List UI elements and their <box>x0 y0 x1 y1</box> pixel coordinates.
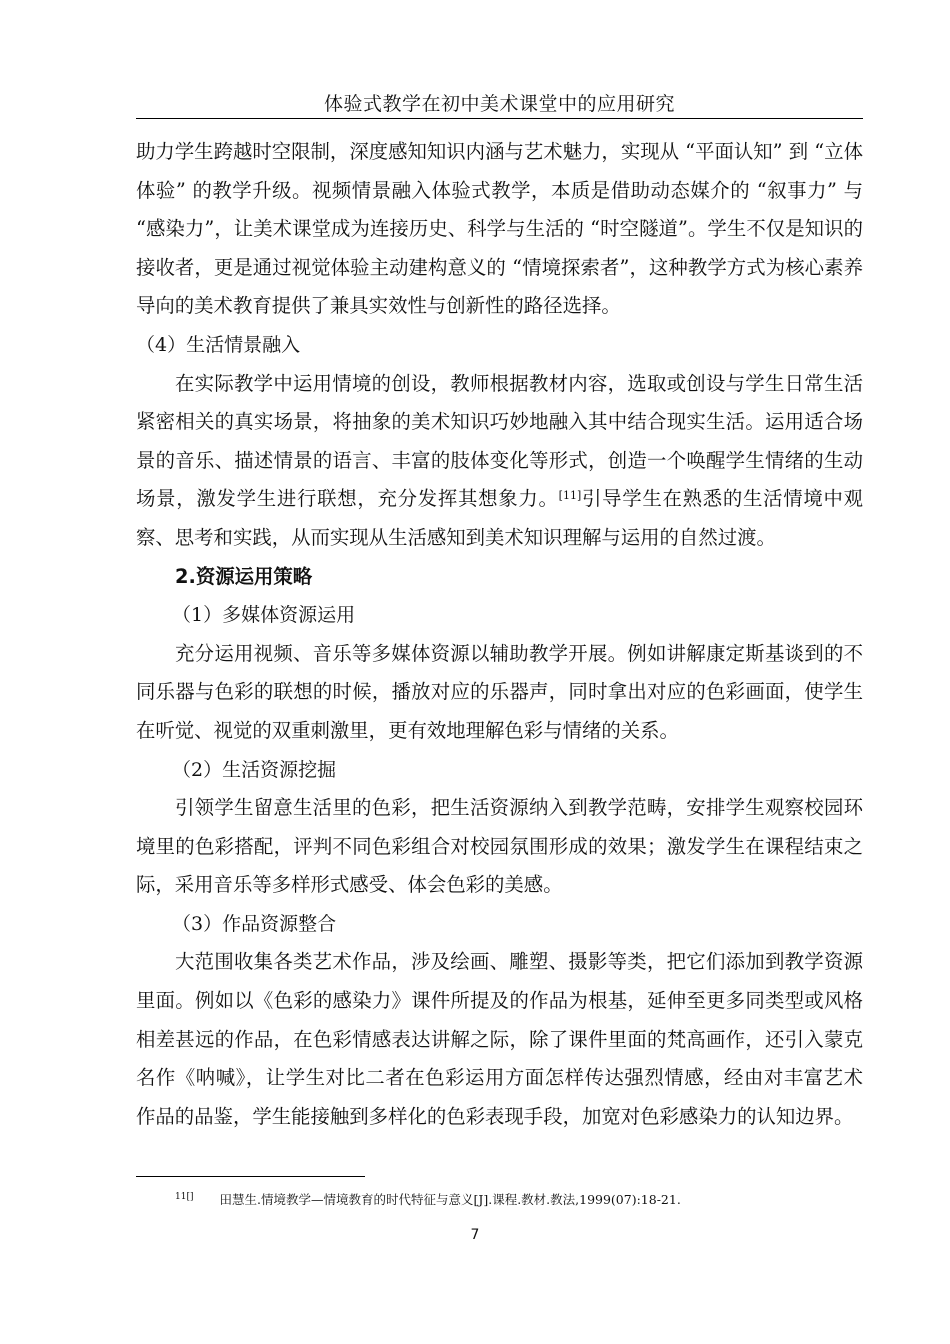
footnote-mark: 11[] <box>175 1192 194 1202</box>
paragraph-life-scene-part1: 在实际教学中运用情境的创设，教师根据教材内容，选取或创设与学生日常生活紧密相关的真实场景，将抽象的美术知识巧妙地融入其中结合现实生活。运用适合场景的音乐、描述情景的语言、丰富的肢体变化等形式，创造一个唤醒学生情绪的生动场景，激发学生进行联想，充分发挥其想象力。 <box>136 371 863 511</box>
paragraph-multimedia: 充分运用视频、音乐等多媒体资源以辅助教学开展。例如讲解康定斯基谈到的不同乐器与色彩的联想的时候，播放对应的乐器声，同时拿出对应的色彩画面，使学生在听觉、视觉的双重刺激里，更有效地理解色彩与情绪的关系。 <box>136 641 863 742</box>
paragraph-artwork-resources: 大范围收集各类艺术作品，涉及绘画、雕塑、摄影等类，把它们添加到教学资源里面。例如以《色彩的感染力》课件所提及的作品为根基，延伸至更多同类型或风格相差甚远的作品，在色彩情感表达讲解之际，除了课件里面的梵高画作，还引入蒙克名作《呐喊》，让学生对比二者在色彩运用方面怎样传达强烈情感，经由对丰富艺术作品的品鉴，学生能接触到多样化的色彩表现手段，加宽对色彩感染力的认知边界。 <box>136 950 863 1128</box>
subheading-artwork-resources: （3）作品资源整合 <box>172 912 337 935</box>
footnote-rule <box>136 1176 365 1177</box>
running-header: 体验式教学在初中美术课堂中的应用研究 <box>323 93 675 115</box>
footnote-text: 田慧生.情境教学—情境教育的时代特征与意义[J].课程.教材.教法,1999(07):18-21. <box>219 1192 681 1207</box>
page-number: 7 <box>470 1227 480 1243</box>
subheading-multimedia: （1）多媒体资源运用 <box>172 604 356 627</box>
subheading-life-scene: （4）生活情景融入 <box>136 333 301 356</box>
paragraph-continuation: 助力学生跨越时空限制，深度感知知识内涵与艺术魅力，实现从 “平面认知” 到 “立体体验” 的教学升级。视频情景融入体验式教学，本质是借助动态媒介的 “叙事力” 与 “感染力”，让美术课堂成为连接历史、科学与生活的 “时空隧道”。学生不仅是知识的接收者，更是通过视觉体验主动建构意义的 “情境探索者”，这种教学方式为核心素养导向的美术教育提供了兼具实效性与创新性的路径选择。 <box>136 140 863 318</box>
paragraph-life-scene-part2: 引导学生在熟悉的生活情境中观察、思考和实践，从而实现从生活感知到美术知识理解与运用的自然过渡。 <box>136 487 864 549</box>
paragraph-life-scene <box>136 365 863 558</box>
paragraph-life-resources: 引领学生留意生活里的色彩，把生活资源纳入到教学范畴，安排学生观察校园环境里的色彩搭配，评判不同色彩组合对校园氛围形成的效果；激发学生在课程结束之际，采用音乐等多样形式感受、体会色彩的美感。 <box>136 796 863 897</box>
section-heading-resource-strategy: 2.资源运用策略 <box>175 564 313 588</box>
header-rule <box>136 118 863 119</box>
subheading-life-resources: （2）生活资源挖掘 <box>172 758 337 781</box>
citation-marker[interactable]: [11] <box>558 489 582 503</box>
footnote <box>175 1188 681 1209</box>
body-text <box>136 133 863 1136</box>
